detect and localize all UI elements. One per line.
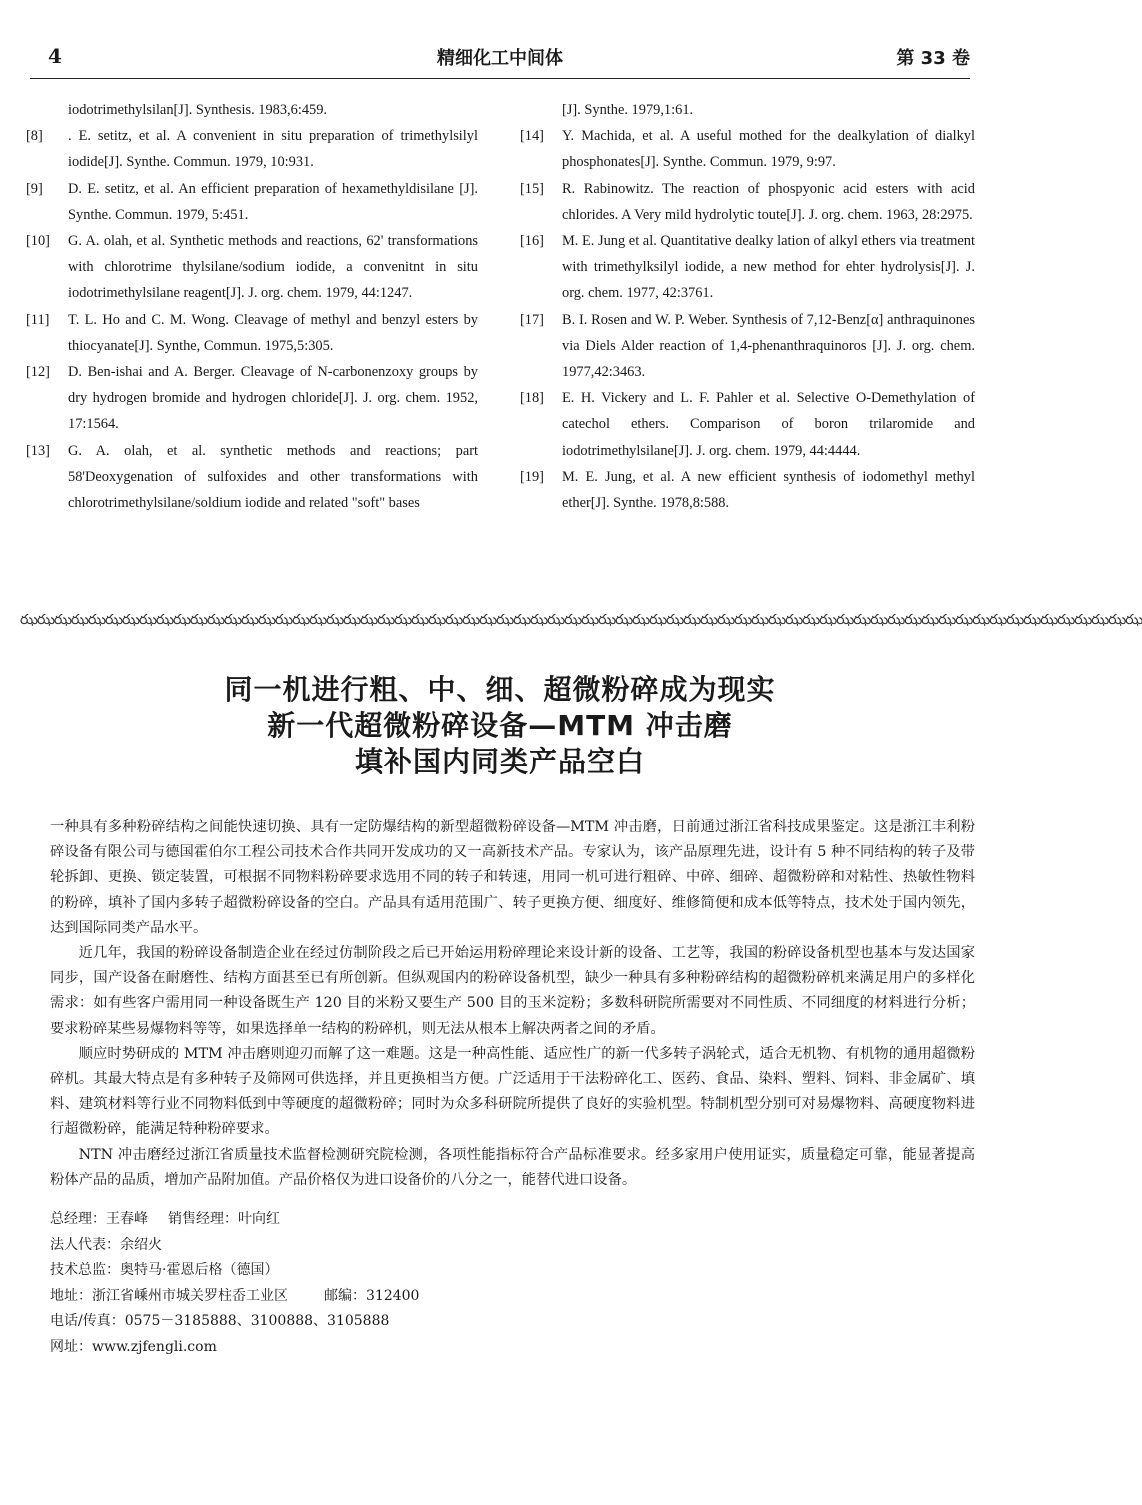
reference-item bbox=[26, 307, 478, 359]
references-right-column bbox=[520, 97, 975, 516]
reference-text: E. H. Vickery and L. F. Pahler et al. Selective O-Demethylation of catechol ethers. Comparison of boron trilaromide and iodotrimethylsilane[J]. J. org. chem. 1979, 44:4444. bbox=[562, 390, 975, 459]
reference-item bbox=[26, 123, 478, 175]
body-paragraph: 一种具有多种粉碎结构之间能快速切换、具有一定防爆结构的新型超微粉碎设备—MTM 冲击磨，日前通过浙江省科技成果鉴定。这是浙江丰利粉碎设备有限公司与德国霍伯尔工程公司技术合作共同开发成功的又一高新技术产品。专家认为，该产品原理先进，设计有 5 种不同结构的转子及带轮拆卸、更换、锁定装置，可根据不同物料粉碎要求选用不同的转子和转速，用同一机可进行粗碎、中碎、细碎、超微粉碎和对粘性、热敏性物料的粉碎，填补了国内多转子超微粉碎设备的空白。产品具有适用范围广、转子更换方便、细度好、维修简便和成本低等特点，技术处于国内领先，达到国际同类产品水平。 bbox=[50, 819, 975, 936]
phone-fax: 电话/传真：0575－3185888、3100888、3105888 bbox=[50, 1313, 390, 1329]
body-paragraph: 近几年，我国的粉碎设备制造企业在经过仿制阶段之后已开始运用粉碎理论来设计新的设备、工艺等，我国的粉碎设备机型也基本与发达国家同步，国产设备在耐磨性、结构方面甚至已有所创新。但纵观国内的粉碎设备机型，缺少一种具有多种粉碎结构的超微粉碎机来满足用户的多样化需求：如有些客户需用同一种设备既生产 120 目的米粉又要生产 500 目的玉米淀粉；多数科研院所需要对不同性质、不同细度的材料进行分析；要求粉碎某些易爆物料等等，如果选择单一结构的粉碎机，则无法从根本上解决两者之间的矛盾。 bbox=[50, 945, 975, 1037]
reference-item bbox=[26, 176, 478, 228]
reference-text: D. E. setitz, et al. An efficient preparation of hexamethyldisilane [J]. Synthe. Commun. 1979, 5:451. bbox=[68, 180, 478, 223]
article-body bbox=[50, 815, 975, 1193]
reference-text: G. A. olah, et al. Synthetic methods and reactions, 62' transformations with chlorotrime thylsilane/sodium iodide, a convenitnt in situ iodotrimethylsilane reagent[J]. J. org. chem. 1979, 44:1247. bbox=[68, 233, 478, 302]
reference-number: [10] bbox=[26, 233, 50, 250]
title-line-2: 新一代超微粉碎设备—MTM 冲击磨 bbox=[267, 709, 733, 742]
technical-director: 技术总监：奥特马·霍恩后格（德国） bbox=[50, 1262, 279, 1278]
reference-text: T. L. Ho and C. M. Wong. Cleavage of methyl and benzyl esters by thiocyanate[J]. Synthe, Commun. 1975,5:305. bbox=[68, 311, 478, 354]
reference-item bbox=[520, 97, 975, 123]
reference-number: [13] bbox=[26, 442, 50, 459]
reference-item bbox=[26, 228, 478, 307]
reference-item bbox=[520, 307, 975, 386]
reference-number: [17] bbox=[520, 311, 544, 328]
page-number: 4 bbox=[48, 44, 62, 68]
references-left-column bbox=[26, 97, 478, 516]
reference-text: M. E. Jung et al. Quantitative dealky lation of alkyl ethers via treatment with trimethylksilyl iodide, a new method for ehter hydrolysis[J]. J. org. chem. 1977, 42:3761. bbox=[562, 233, 975, 302]
reference-text: D. Ben-ishai and A. Berger. Cleavage of N-carbonenzoxy groups by dry hydrogen bromide and hydrogen chloride[J]. J. org. chem. 1952, 17:1564. bbox=[68, 364, 478, 433]
volume-label: 第 33 卷 bbox=[896, 48, 970, 69]
reference-number: [12] bbox=[26, 364, 50, 381]
address: 地址：浙江省嵊州市城关罗柱岙工业区 bbox=[50, 1287, 288, 1304]
reference-item bbox=[26, 359, 478, 438]
reference-text: [J]. Synthe. 1979,1:61. bbox=[562, 102, 694, 118]
website: 网址：www.zjfengli.com bbox=[50, 1338, 217, 1355]
reference-text: M. E. Jung, et al. A new efficient synthesis of iodomethyl methyl ether[J]. Synthe. 1978,8:588. bbox=[562, 468, 975, 512]
reference-text: . E. setitz, et al. A convenient in situ preparation of trimethylsilyl iodide[J]. Synthe. Commun. 1979, 10:931. bbox=[68, 128, 478, 171]
article-title bbox=[0, 672, 1000, 780]
reference-text: G. A. olah, et al. synthetic methods and reactions; part 58'Deoxygenation of sulfoxides and other transformations with chlorotrimethylsilane/soldium iodide and related "soft" bases bbox=[68, 442, 478, 512]
body-paragraph: NTN 冲击磨经过浙江省质量技术监督检测研究院检测，各项性能指标符合产品标准要求。经多家用户使用证实，质量稳定可靠，能显著提高粉体产品的品质，增加产品附加值。产品价格仅为进口设备价的八分之一，能替代进口设备。 bbox=[50, 1146, 975, 1188]
page-header bbox=[30, 44, 970, 74]
postcode: 邮编：312400 bbox=[324, 1287, 420, 1304]
reference-number: [9] bbox=[26, 180, 43, 197]
journal-title: 精细化工中间体 bbox=[437, 48, 563, 69]
address-line bbox=[50, 1284, 750, 1310]
reference-number: [18] bbox=[520, 390, 544, 407]
reference-number: [8] bbox=[26, 128, 43, 145]
reference-text: B. I. Rosen and W. P. Weber. Synthesis of 7,12-Benz[α] anthraquinones via Diels Alder reaction of 1,4-phenanthraquinoros [J]. J. org. chem. 1977,42:3463. bbox=[562, 311, 975, 381]
reference-text: iodotrimethylsilan[J]. Synthesis. 1983,6:459. bbox=[68, 102, 328, 118]
reference-number: [14] bbox=[520, 128, 544, 145]
reference-text: R. Rabinowitz. The reaction of phospyonic acid esters with acid chlorides. A Very mild hydrolytic toute[J]. J. org. chem. 1963, 28:2975. bbox=[562, 180, 975, 223]
header-rule bbox=[30, 78, 970, 79]
reference-item bbox=[520, 228, 975, 307]
reference-item bbox=[520, 464, 975, 516]
title-line-1: 同一机进行粗、中、细、超微粉碎成为现实 bbox=[224, 673, 776, 706]
decorative-divider: ఝఝఝఝఝఝఝఝఝఝఝఝఝఝఝఝఝఝఝఝఝఝఝఝఝఝఝఝఝఝఝఝఝఝఝఝఝఝఝఝఝఝఝఝఝఝఝఝఝఝఝఝఝఝఝఝఝఝఝఝఝఝఝఝఝఝ bbox=[20, 612, 1142, 628]
reference-text: Y. Machida, et al. A useful mothed for the dealkylation of dialkyl phosphonates[J]. Synthe. Commun. 1979, 9:97. bbox=[562, 128, 975, 171]
reference-item bbox=[26, 438, 478, 517]
general-manager: 总经理：王春峰 bbox=[50, 1211, 148, 1227]
reference-item bbox=[520, 123, 975, 175]
title-line-3: 填补国内同类产品空白 bbox=[354, 745, 645, 778]
reference-item bbox=[520, 176, 975, 228]
contact-info bbox=[50, 1207, 750, 1360]
contact-managers bbox=[50, 1207, 750, 1233]
reference-number: [15] bbox=[520, 180, 544, 197]
reference-number: [11] bbox=[26, 311, 50, 328]
sales-manager: 销售经理：叶向红 bbox=[168, 1211, 280, 1227]
legal-representative: 法人代表：余绍火 bbox=[50, 1236, 162, 1253]
reference-number: [19] bbox=[520, 468, 544, 485]
reference-item bbox=[520, 385, 975, 464]
reference-item bbox=[26, 97, 478, 123]
body-paragraph: 顺应时势研成的 MTM 冲击磨则迎刃而解了这一难题。这是一种高性能、适应性广的新一代多转子涡轮式，适合无机物、有机物的通用超微粉碎机。其最大特点是有多种转子及筛网可供选择，并且更换相当方便。广泛适用于干法粉碎化工、医药、食品、染料、塑料、饲料、非金属矿、填料、建筑材料等行业不同物料低到中等硬度的超微粉碎；同时为众多科研院所提供了良好的实验机型。特制机型分别可对易爆物料、高硬度物料进行超微粉碎，能满足特种粉碎要求。 bbox=[50, 1045, 975, 1138]
reference-number: [16] bbox=[520, 233, 544, 250]
